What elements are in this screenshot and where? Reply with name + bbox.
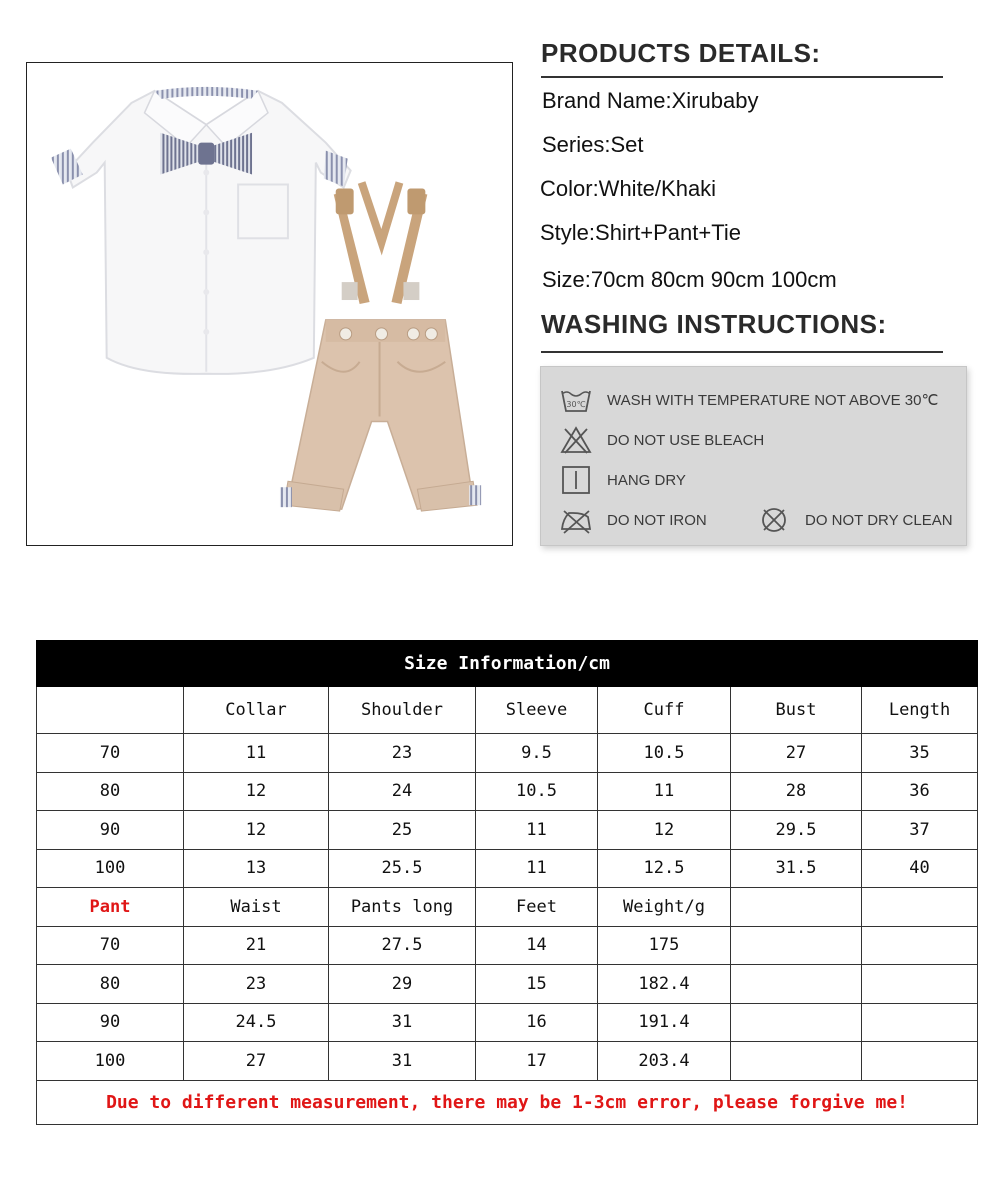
white-shirt	[51, 87, 351, 374]
table-cell: 17	[476, 1042, 598, 1081]
table-cell: 70	[37, 926, 184, 965]
table-cell: 203.4	[598, 1042, 731, 1081]
product-details-heading: PRODUCTS DETAILS:	[541, 38, 821, 68]
shirt-size-row	[37, 849, 978, 888]
table-cell: 28	[731, 772, 862, 811]
pant-label: Pant	[37, 888, 184, 927]
table-cell: Shoulder	[329, 687, 476, 734]
table-cell: 11	[184, 734, 329, 773]
table-cell: Collar	[184, 687, 329, 734]
wash-item	[559, 385, 938, 415]
no-iron-icon	[559, 505, 593, 535]
table-cell: 12	[184, 811, 329, 850]
table-cell: 12	[598, 811, 731, 850]
table-cell: 29	[329, 965, 476, 1004]
table-cell	[731, 888, 862, 927]
no-dry-clean-text: DO NOT DRY CLEAN	[805, 511, 953, 529]
table-cell: 36	[862, 772, 978, 811]
table-cell: 100	[37, 1042, 184, 1081]
table-cell: 182.4	[598, 965, 731, 1004]
wash-item	[757, 505, 953, 535]
color: Color:White/Khaki	[540, 176, 717, 201]
table-cell: 10.5	[476, 772, 598, 811]
wash-item	[559, 425, 764, 455]
product-photo	[26, 62, 513, 546]
brand-name: Brand Name:Xirubaby	[542, 88, 759, 113]
shirt-header-row	[37, 687, 978, 734]
outfit-illustration	[27, 63, 512, 545]
table-cell: 27.5	[329, 926, 476, 965]
table-cell	[862, 926, 978, 965]
suspenders	[334, 183, 428, 304]
table-cell: 11	[598, 772, 731, 811]
hang-dry-text: HANG DRY	[607, 471, 686, 489]
table-cell: 27	[731, 734, 862, 773]
no-bleach-icon	[559, 425, 593, 455]
measurement-note: Due to different measurement, there may be 1-3cm error, please forgive me!	[37, 1080, 978, 1124]
table-cell: 31	[329, 1042, 476, 1081]
wash-temperature-text: WASH WITH TEMPERATURE NOT ABOVE 30℃	[607, 392, 939, 409]
washing-instructions-heading: WASHING INSTRUCTIONS:	[541, 309, 887, 339]
no-bleach-text: DO NOT USE BLEACH	[607, 431, 765, 449]
table-cell: 9.5	[476, 734, 598, 773]
washing-instructions-panel	[540, 366, 967, 546]
table-cell: 25	[329, 811, 476, 850]
table-cell: 21	[184, 926, 329, 965]
table-cell: 24.5	[184, 1003, 329, 1042]
table-cell: Waist	[184, 888, 329, 927]
table-cell: 27	[184, 1042, 329, 1081]
table-cell: Sleeve	[476, 687, 598, 734]
table-cell: 10.5	[598, 734, 731, 773]
table-cell: 70	[37, 734, 184, 773]
table-cell: 31.5	[731, 849, 862, 888]
table-cell: 100	[37, 849, 184, 888]
series: Series:Set	[542, 132, 644, 157]
table-cell: 24	[329, 772, 476, 811]
table-cell: 29.5	[731, 811, 862, 850]
table-cell: 15	[476, 965, 598, 1004]
table-cell	[731, 926, 862, 965]
table-cell: 16	[476, 1003, 598, 1042]
no-iron-text: DO NOT IRON	[607, 511, 707, 529]
table-cell	[731, 965, 862, 1004]
svg-text:30℃: 30℃	[566, 400, 586, 409]
wash-item	[559, 465, 686, 495]
table-cell: 90	[37, 1003, 184, 1042]
sizes: Size:70cm 80cm 90cm 100cm	[542, 267, 837, 292]
table-cell: 14	[476, 926, 598, 965]
table-cell: 13	[184, 849, 329, 888]
table-cell	[862, 1042, 978, 1081]
table-cell: 90	[37, 811, 184, 850]
table-cell: Cuff	[598, 687, 731, 734]
table-cell	[862, 1003, 978, 1042]
wash-30-icon	[559, 385, 593, 415]
table-cell: Pants long	[329, 888, 476, 927]
table-cell: 175	[598, 926, 731, 965]
table-cell	[731, 1042, 862, 1081]
pant-size-row	[37, 926, 978, 965]
table-cell	[862, 965, 978, 1004]
measurement-note-row	[37, 1080, 978, 1124]
table-cell: Length	[862, 687, 978, 734]
pant-size-row	[37, 1042, 978, 1081]
heading-divider	[541, 351, 943, 353]
shirt-size-row	[37, 734, 978, 773]
table-cell: Bust	[731, 687, 862, 734]
table-cell: 11	[476, 811, 598, 850]
table-cell: 80	[37, 965, 184, 1004]
table-cell: 25.5	[329, 849, 476, 888]
table-cell: 23	[329, 734, 476, 773]
pant-size-row	[37, 965, 978, 1004]
table-cell: 12.5	[598, 849, 731, 888]
pant-size-row	[37, 1003, 978, 1042]
no-dry-clean-icon	[757, 505, 791, 535]
hang-dry-icon	[559, 465, 593, 495]
table-cell: 191.4	[598, 1003, 731, 1042]
heading-divider	[541, 76, 943, 78]
table-cell	[37, 687, 184, 734]
size-information-table	[36, 640, 978, 1125]
table-cell: 31	[329, 1003, 476, 1042]
table-title-row	[37, 641, 978, 687]
table-cell	[731, 1003, 862, 1042]
shirt-size-row	[37, 811, 978, 850]
table-cell: Weight/g	[598, 888, 731, 927]
wash-item	[559, 505, 707, 535]
style: Style:Shirt+Pant+Tie	[540, 220, 741, 245]
table-cell: 12	[184, 772, 329, 811]
table-cell: 80	[37, 772, 184, 811]
table-title: Size Information/cm	[37, 641, 978, 687]
table-cell: 37	[862, 811, 978, 850]
table-cell: 40	[862, 849, 978, 888]
pant-header-row	[37, 888, 978, 927]
table-cell: 35	[862, 734, 978, 773]
table-cell: 11	[476, 849, 598, 888]
table-cell	[862, 888, 978, 927]
table-cell: 23	[184, 965, 329, 1004]
shirt-size-row	[37, 772, 978, 811]
table-cell: Feet	[476, 888, 598, 927]
